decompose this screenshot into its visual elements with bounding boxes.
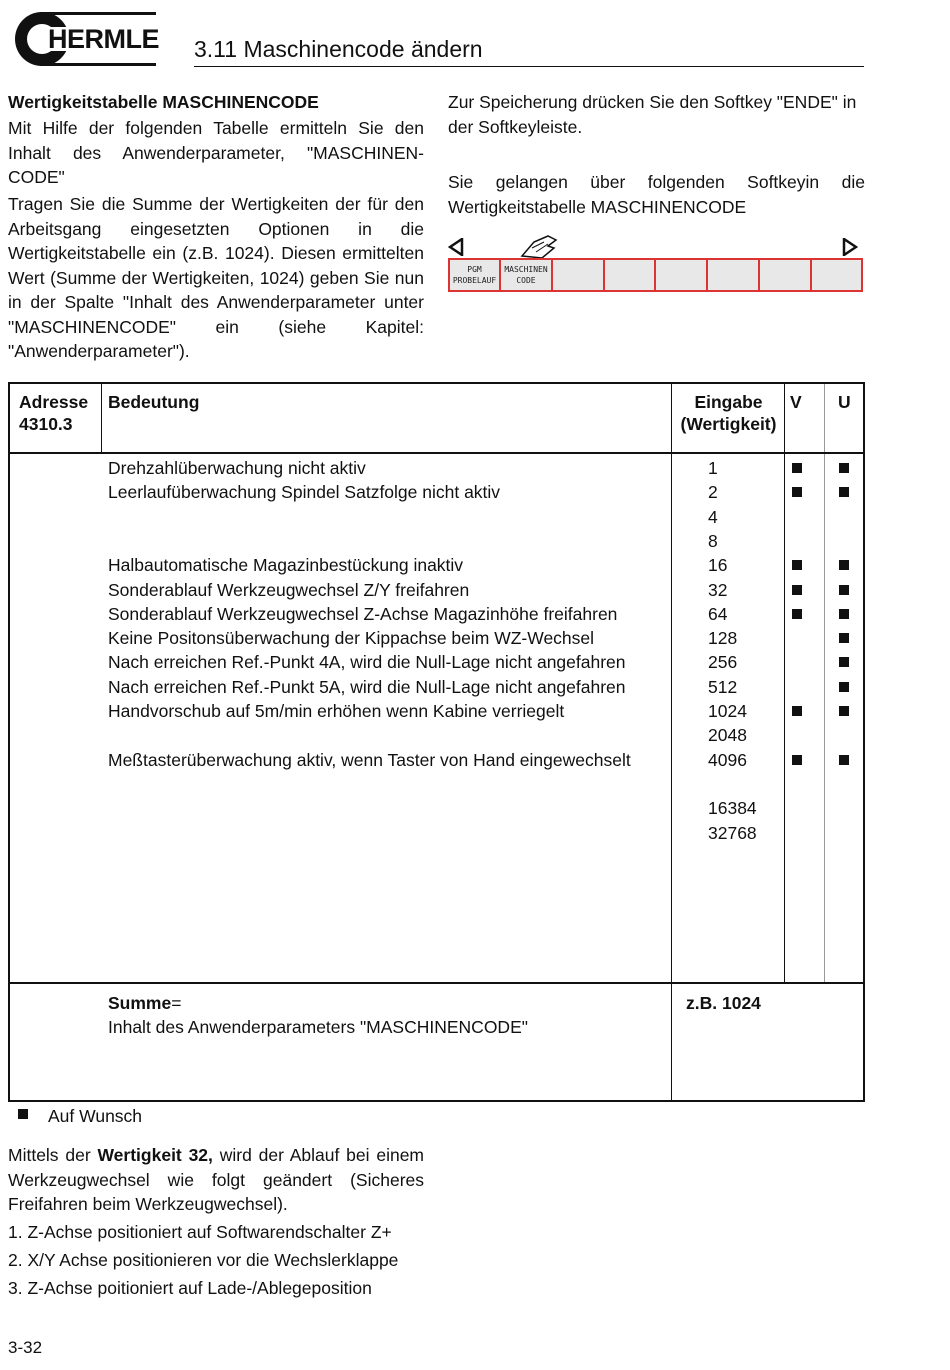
sum-description: Inhalt des Anwenderparameters "MASCHINENCODE" — [108, 1017, 528, 1037]
wertigkeit-32-note — [8, 1143, 424, 1217]
row-description: Sonderablauf Werkzeugwechsel Z/Y freifahren — [108, 579, 470, 600]
header-bedeutung: Bedeutung — [108, 392, 200, 412]
row-value: 128 — [708, 628, 738, 649]
row-value: 512 — [708, 676, 738, 697]
v-mark-icon — [792, 463, 802, 473]
intro-heading: Wertigkeitstabelle MASCHINENCODE — [8, 92, 319, 112]
sum-divider — [10, 982, 863, 984]
sum-label — [108, 991, 181, 1015]
col-divider — [784, 384, 785, 982]
v-mark-icon — [792, 706, 802, 716]
row-description: Nach erreichen Ref.-Punkt 4A, wird die Null-Lage nicht angefahren — [108, 652, 626, 673]
header-eingabe: Eingabe — [694, 392, 763, 412]
row-description: Halbautomatische Magazinbestückung inaktiv — [108, 555, 464, 576]
page-number: 3-32 — [8, 1338, 43, 1357]
note-pre: Mittels der — [8, 1145, 98, 1165]
u-mark-icon — [839, 755, 849, 765]
note-post: wird der Ablauf bei einem Werkzeugwechsel wie folgt geändert (Sicheres Freifahren beim Werkzeugwechsel). — [8, 1145, 425, 1214]
row-value: 32 — [708, 579, 728, 600]
u-mark-icon — [839, 657, 849, 667]
u-mark-icon — [839, 706, 849, 716]
softkey-instruction: Sie gelangen über folgenden Softkeyin die Wertigkeitstabelle MASCHINENCODE — [448, 172, 865, 217]
v-mark-icon — [792, 487, 802, 497]
row-description: Meßtasterüberwachung aktiv, wenn Taster von Hand eingewechselt — [108, 749, 631, 770]
softkey-maschinencode[interactable] — [501, 260, 553, 290]
sum-value: z.B. 1024 — [686, 993, 761, 1013]
softkey-empty[interactable] — [656, 260, 708, 290]
softkey-line2: PROBELAUF — [452, 276, 497, 285]
header-v: V — [790, 392, 802, 412]
step-2: 2. X/Y Achse positionieren vor die Wechslerklappe — [8, 1250, 399, 1270]
softkey-line1: PGM — [467, 265, 482, 274]
u-mark-icon — [839, 585, 849, 595]
row-value: 4 — [708, 506, 718, 527]
softkey-empty[interactable] — [605, 260, 656, 290]
header-rule — [194, 66, 864, 67]
row-value: 256 — [708, 652, 738, 673]
row-description: Drehzahlüberwachung nicht aktiv — [108, 458, 366, 478]
logo-text: HERMLE — [48, 24, 159, 54]
softkey-empty[interactable] — [760, 260, 812, 290]
legend-text: Auf Wunsch — [48, 1106, 143, 1126]
u-mark-icon — [839, 609, 849, 619]
row-description: Keine Positonsüberwachung der Kippachse beim WZ-Wechsel — [108, 628, 595, 649]
v-mark-icon — [792, 609, 802, 619]
step-3: 3. Z-Achse poitioniert auf Lade-/Ablegeposition — [8, 1278, 372, 1298]
row-description: Nach erreichen Ref.-Punkt 5A, wird die Null-Lage nicht angefahren — [108, 676, 626, 697]
softkey-empty[interactable] — [812, 260, 861, 290]
row-value: 2 — [708, 482, 718, 503]
header-eingabe-sub: (Wertigkeit) — [680, 414, 777, 434]
header-adresse-value: 4310.3 — [19, 414, 73, 434]
header-adresse: Adresse — [19, 392, 89, 412]
hermle-logo — [8, 8, 159, 70]
col-divider — [101, 384, 102, 452]
u-mark-icon — [839, 487, 849, 497]
softkey-line1: MASCHINEN — [504, 265, 548, 274]
sum-label-text: Summe — [108, 993, 172, 1013]
sum-equals: = — [171, 993, 182, 1013]
wertigkeits-table — [8, 382, 865, 1102]
row-value: 4096 — [708, 749, 747, 770]
legend-bullet-icon — [18, 1109, 28, 1119]
row-value: 64 — [708, 603, 728, 624]
col-divider — [824, 384, 825, 982]
row-description: Sonderablauf Werkzeugwechsel Z-Achse Magazinhöhe freifahren — [108, 603, 618, 624]
row-value: 2048 — [708, 725, 747, 746]
softkey-empty[interactable] — [553, 260, 605, 290]
intro-para-2: Tragen Sie die Summe der Wertigkeiten der für den Arbeitsgang eingesetzten Optionen in die Wertigkeitstabelle ein (z.B. 1024). Diesen ermittelten Wert (Summe der Wertigkeiten, 1024) geben Sie nun in der Spalte "Inhalt des Anwenderparameter unter "MASCHINENCODE" ein (siehe Kapitel: "Anwenderparameter"). — [8, 194, 424, 361]
u-mark-icon — [839, 560, 849, 570]
section-title: 3.11 Maschinencode ändern — [194, 36, 483, 62]
softkey-line2: CODE — [516, 276, 536, 285]
row-value: 32768 — [708, 822, 757, 843]
intro-para-1: Mit Hilfe der folgenden Tabelle ermitteln Sie den Inhalt des Anwenderparameter, "MASCHINEN-CODE" — [8, 118, 424, 187]
v-mark-icon — [792, 560, 802, 570]
row-description: Leerlaufüberwachung Spindel Satzfolge nicht aktiv — [108, 482, 501, 503]
row-value: 16 — [708, 555, 728, 576]
u-mark-icon — [839, 633, 849, 643]
save-instruction: Zur Speicherung drücken Sie den Softkey "ENDE" in der Softkeyleiste. — [448, 92, 857, 137]
v-mark-icon — [792, 585, 802, 595]
row-value: 1024 — [708, 701, 747, 721]
u-mark-icon — [839, 463, 849, 473]
softkey-empty[interactable] — [708, 260, 760, 290]
row-description: Handvorschub auf 5m/min erhöhen wenn Kabine verriegelt — [108, 701, 565, 721]
col-divider — [671, 384, 672, 1100]
v-mark-icon — [792, 755, 802, 765]
softkey-bar — [448, 258, 863, 292]
softkey-pgm-probelauf[interactable] — [450, 260, 501, 290]
note-bold: Wertigkeit 32, — [97, 1145, 213, 1165]
header-u: U — [838, 392, 851, 412]
u-mark-icon — [839, 682, 849, 692]
row-value: 1 — [708, 458, 718, 478]
row-value: 8 — [708, 530, 718, 551]
header-divider — [10, 452, 863, 454]
row-value: 16384 — [708, 798, 757, 819]
step-1: 1. Z-Achse positioniert auf Softwarendschalter Z+ — [8, 1222, 392, 1242]
